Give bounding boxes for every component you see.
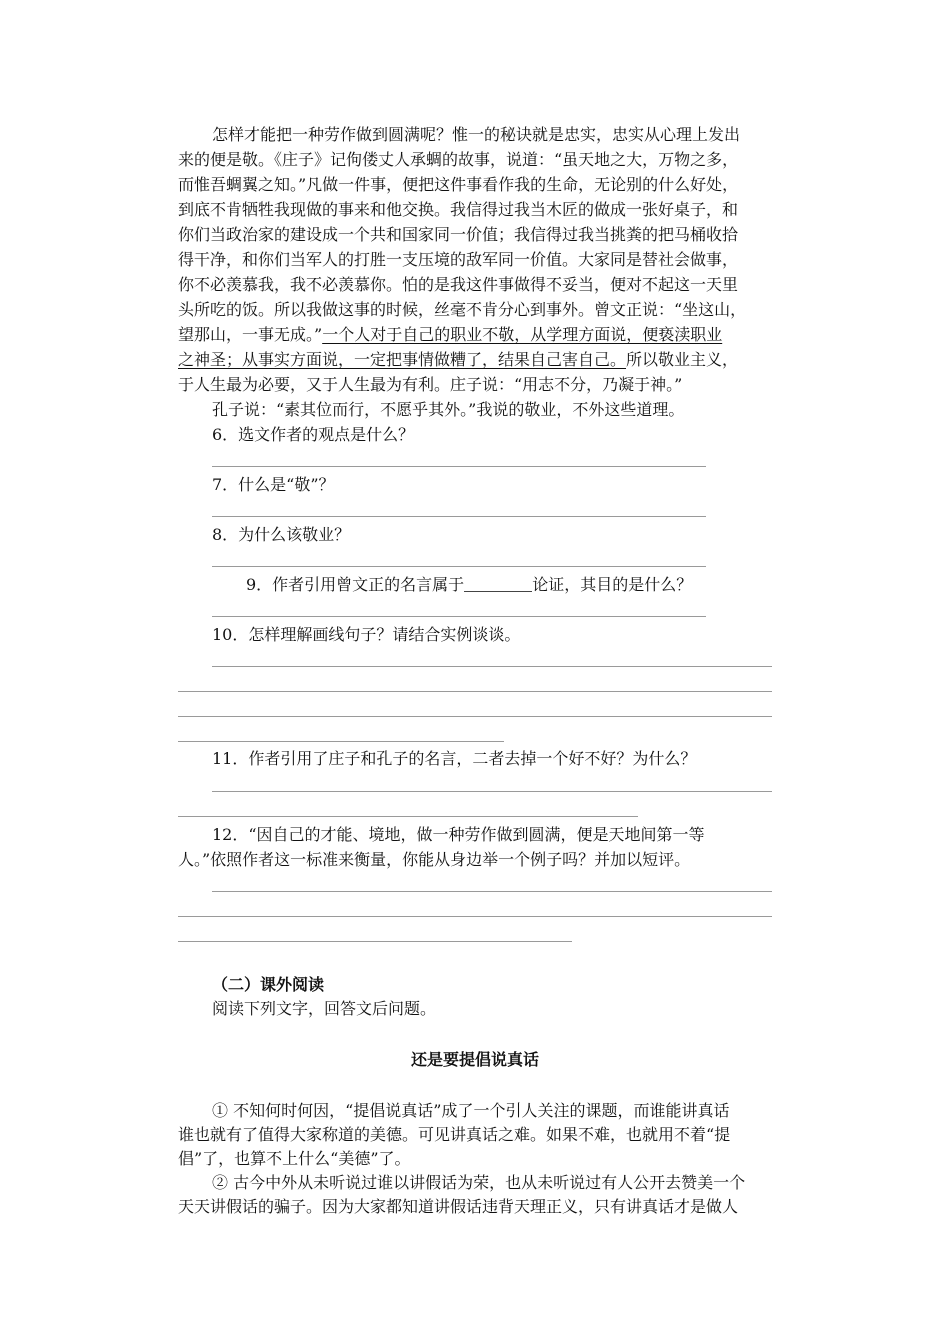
underlined-sentence-part-2: 之神圣；从事实方面说，一定把事情做糟了，结果自己害自己。 (178, 350, 627, 369)
answer-line-10c[interactable] (178, 716, 772, 717)
question-9 (246, 574, 692, 596)
question-9-text: 9．作者引用曾文正的名言属于 (246, 575, 465, 594)
passage-line-8: 头所吃的饭。所以我做这事的时候，丝毫不肯分心到事外。曾文正说：“坐这山， (178, 300, 747, 319)
answer-line-12b[interactable] (178, 916, 772, 917)
answer-line-9[interactable] (212, 616, 706, 617)
answer-line-10b[interactable] (178, 691, 772, 692)
passage-line-5: 你们当政治家的建设成一个共和国家同一价值；我信得过我当挑粪的把马桶收拾 (178, 225, 739, 244)
article-p2-line-2: 天天讲假话的骗子。因为大家都知道讲假话违背天理正义，只有讲真话才是做人 (178, 1197, 739, 1216)
answer-line-6[interactable] (212, 466, 706, 467)
question-6: 6．选文作者的观点是什么？ (212, 425, 415, 444)
passage-line-3: 而惟吾蜩翼之知。”凡做一件事，便把这件事看作我的生命，无论别的什么好处， (178, 175, 739, 194)
passage-line-10 (178, 349, 778, 371)
passage-text: 所以敬业主义， (626, 350, 739, 369)
question-12-line-2: 人。”依照作者这一标准来衡量，你能从身边举一个例子吗？并加以短评。 (178, 850, 691, 869)
answer-line-10a[interactable] (212, 666, 772, 667)
passage-line-4: 到底不肯牺牲我现做的事来和他交换。我信得过我当木匠的做成一张好桌子，和 (178, 200, 739, 219)
question-8: 8．为什么该敬业？ (212, 525, 351, 544)
underlined-sentence-part-1: 一个人对于自己的职业不敬，从学理方面说，便亵渎职业 (322, 325, 723, 344)
answer-line-12c[interactable] (178, 941, 572, 942)
answer-line-12a[interactable] (212, 891, 772, 892)
question-11: 11．作者引用了庄子和孔子的名言，二者去掉一个好不好？为什么？ (212, 749, 697, 768)
section-instruction: 阅读下列文字，回答文后问题。 (212, 999, 437, 1018)
passage-paragraph-2: 孔子说：“素其位而行，不愿乎其外。”我说的敬业，不外这些道理。 (212, 400, 685, 419)
passage-line-1: 怎样才能把一种劳作做到圆满呢？惟一的秘诀就是忠实，忠实从心理上发出 (212, 125, 741, 144)
answer-line-10d[interactable] (178, 741, 504, 742)
answer-line-11a[interactable] (212, 791, 772, 792)
article-p1-line-3: 倡”了，也算不上什么“美德”了。 (178, 1149, 411, 1168)
article-p2-line-1: ② 古今中外从未听说过谁以讲假话为荣，也从未听说过有人公开去赞美一个 (212, 1173, 746, 1192)
passage-line-6: 得干净，和你们当军人的打胜一支压境的敌军同一价值。大家同是替社会做事， (178, 250, 739, 269)
article-p1-line-1: ① 不知何时何因，“提倡说真话”成了一个引人关注的课题，而谁能讲真话 (212, 1101, 730, 1120)
passage-line-9 (178, 324, 778, 346)
question-12-line-1: 12．“因自己的才能、境地，做一种劳作做到圆满，便是天地间第一等 (212, 825, 705, 844)
section-heading: （二）课外阅读 (212, 975, 325, 994)
question-9-text-end: 论证，其目的是什么？ (532, 575, 693, 594)
question-10: 10．怎样理解画线句子？请结合实例谈谈。 (212, 625, 521, 644)
article-p1-line-2: 谁也就有了值得大家称道的美德。可见讲真话之难。如果不难，也就用不着“提 (178, 1125, 731, 1144)
fill-in-blank[interactable] (464, 575, 532, 592)
passage-line-11: 于人生最为必要，又于人生最为有利。庄子说：“用志不分，乃凝于神。” (178, 375, 683, 394)
passage-line-7: 你不必羡慕我，我不必羡慕你。怕的是我这件事做得不妥当，便对不起这一天里 (178, 275, 739, 294)
article-title: 还是要提倡说真话 (410, 1050, 539, 1069)
answer-line-11b[interactable] (178, 816, 638, 817)
question-7: 7．什么是“敬”？ (212, 475, 335, 494)
answer-line-8[interactable] (212, 566, 706, 567)
passage-line-2: 来的便是敬。《庄子》记佝偻丈人承蜩的故事，说道：“虽天地之大，万物之多， (178, 150, 739, 169)
passage-text: 望那山，一事无成。” (178, 325, 323, 344)
answer-line-7[interactable] (212, 516, 706, 517)
